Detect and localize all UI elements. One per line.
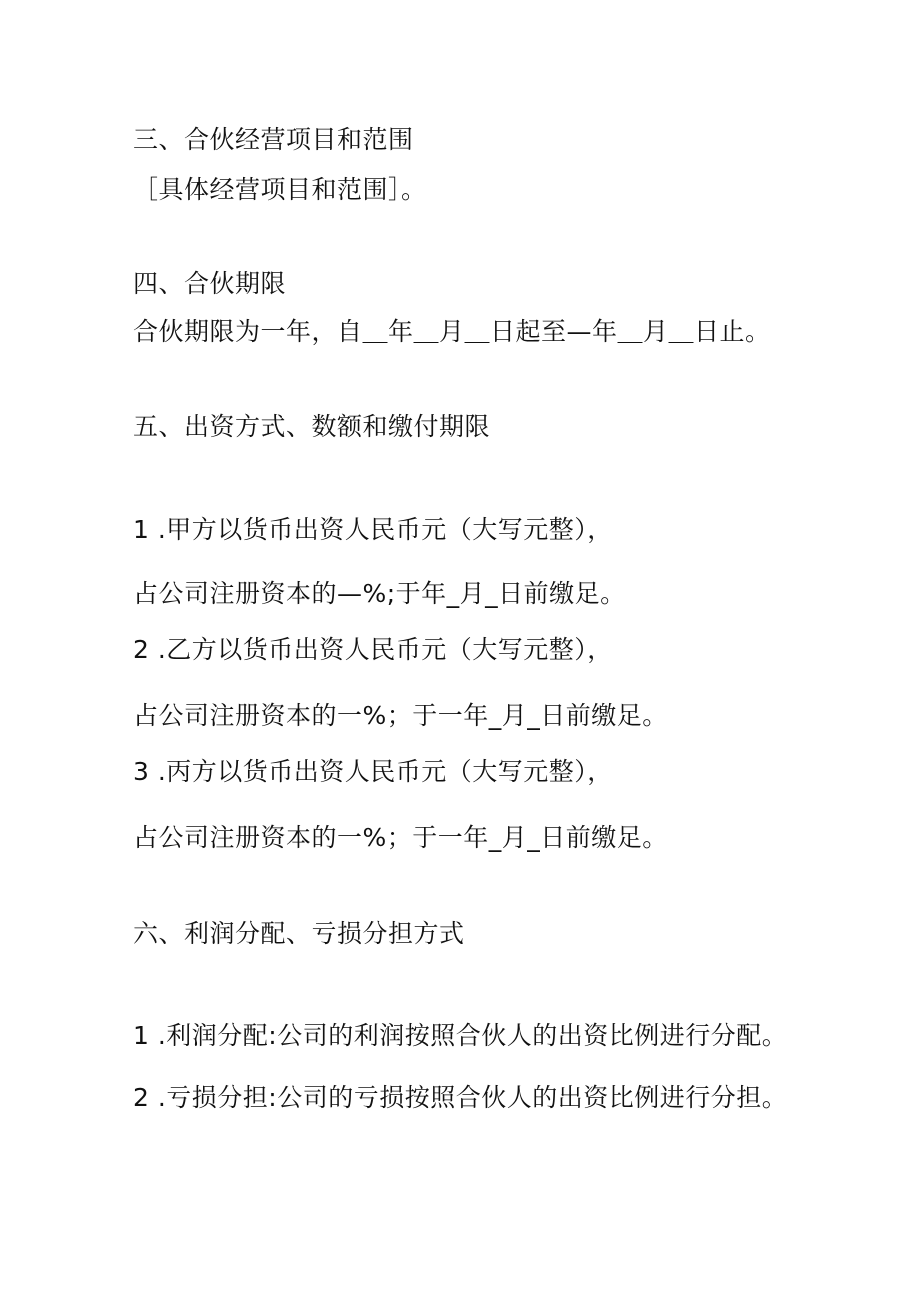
- capital-item-2-line-1: 2 .乙方以货币出资人民币元（大写元整），: [133, 635, 613, 664]
- loss-sharing-item: 2 .亏损分担:公司的亏损按照合伙人的出资比例进行分担。: [133, 1083, 788, 1112]
- profit-distribution-item: 1 .利润分配:公司的利润按照合伙人的出资比例进行分配。: [133, 1021, 788, 1050]
- capital-item-2-line-2: 占公司注册资本的一%；于一年_月_日前缴足。: [133, 701, 668, 730]
- section-3-body: ［具体经营项目和范围］。: [133, 175, 427, 204]
- section-4-heading: 四、合伙期限: [133, 269, 287, 298]
- capital-item-1-line-2: 占公司注册资本的—%;于年_月_日前缴足。: [133, 579, 626, 608]
- capital-item-3-line-1: 3 .丙方以货币出资人民币元（大写元整），: [133, 757, 613, 786]
- section-6-heading: 六、利润分配、亏损分担方式: [133, 919, 465, 948]
- capital-item-1-line-1: 1 .甲方以货币出资人民币元（大写元整），: [133, 515, 613, 544]
- capital-item-3-line-2: 占公司注册资本的一%；于一年_月_日前缴足。: [133, 823, 668, 852]
- section-3-heading: 三、合伙经营项目和范围: [133, 125, 414, 154]
- section-4-body: 合伙期限为一年，自＿年＿月＿日起至—年＿月＿日止。: [133, 317, 771, 346]
- section-5-heading: 五、出资方式、数额和缴付期限: [133, 412, 491, 441]
